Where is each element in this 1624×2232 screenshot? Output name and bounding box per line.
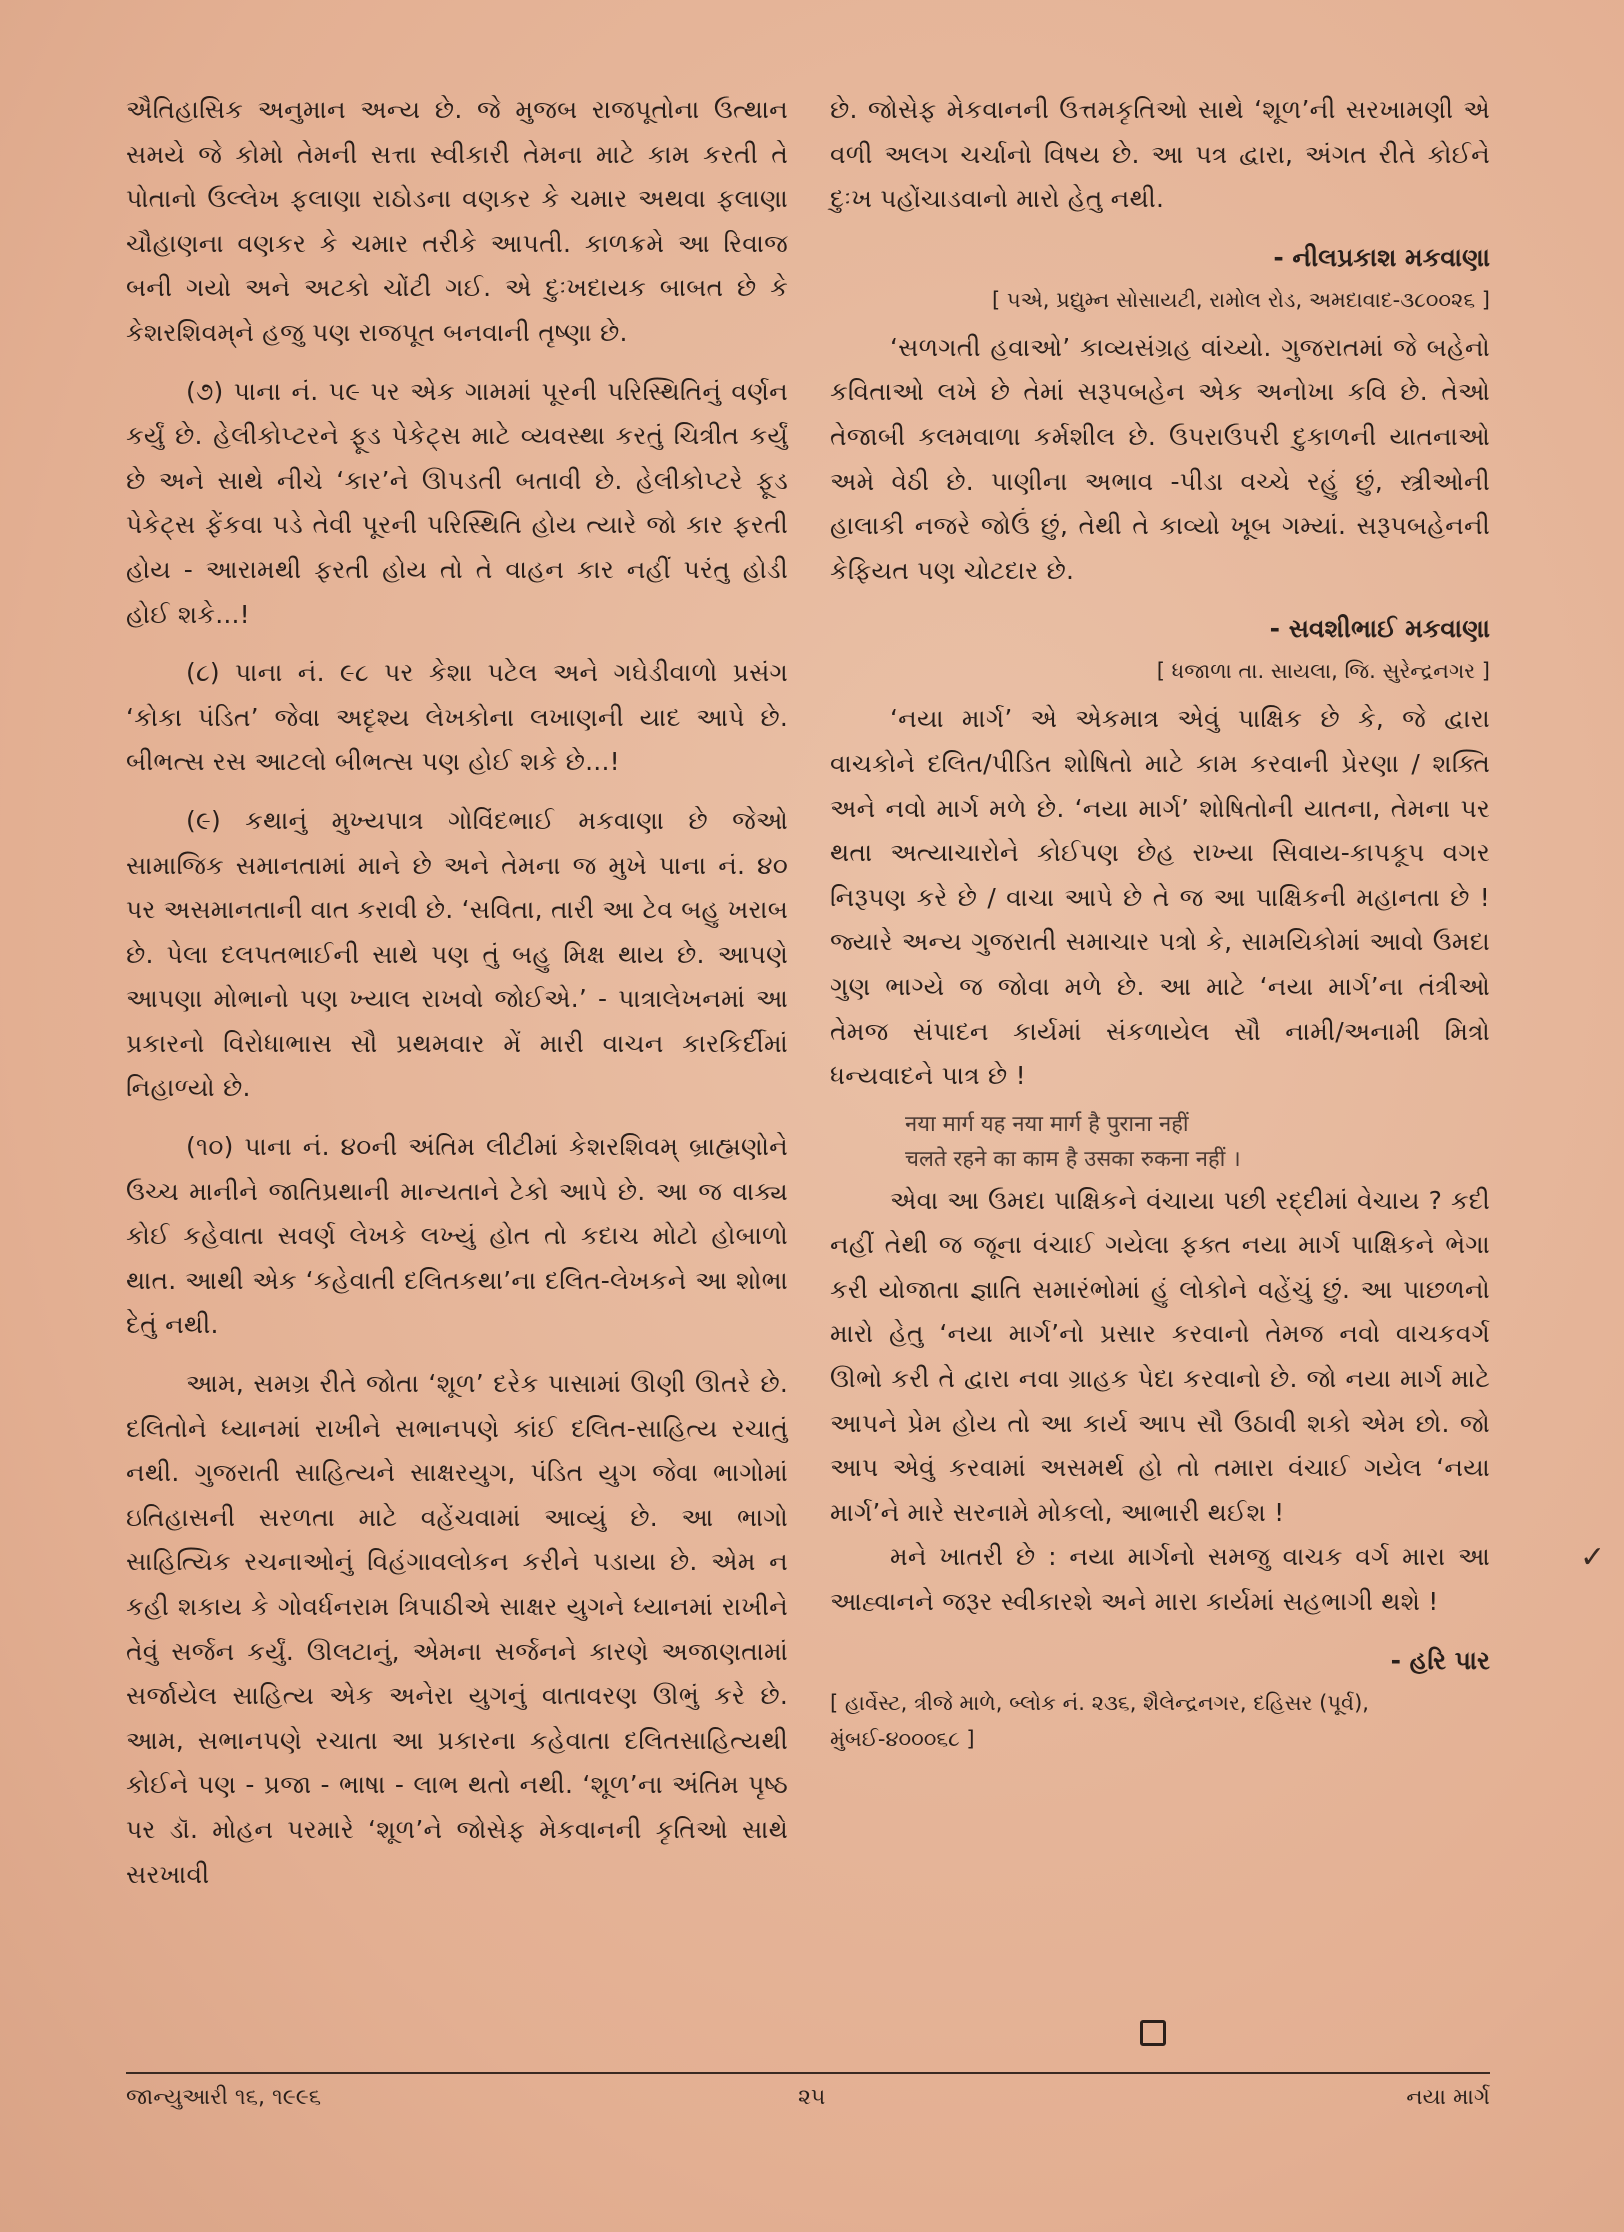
left-paragraph-5: (૧૦) પાના નં. ૪૦ની અંતિમ લીટીમાં કેશરશિવમ્‌ બ્રાહ્મણોને ઉચ્ચ માનીને જાતિપ્રથાની માન્યતાને ટેકો આપે છે. આ જ વાક્ય કોઈ કહેવાતા સવર્ણ લેખકે લખ્યું હોત તો કદાચ મોટો હોબાળો થાત. આથી એક ‘કહેવાતી દલિતકથા’ના દલિત-લેખકને આ શોભા દેતું નથી. xyxy=(126,1132,788,1340)
signature-haripar: - હરિ પાર xyxy=(1390,1645,1490,1675)
signature-savshibhai: - સવશીભાઈ મકવાણા xyxy=(1269,614,1490,644)
signature-nilprakash: - નીલપ્રકાશ મકવાણા xyxy=(1273,242,1490,272)
footer-magazine-name: નયા માર્ગ xyxy=(1406,2085,1490,2110)
right-paragraph-5: મને ખાતરી છે : નયા માર્ગનો સમજુ વાચક વર્ગ મારા આ આહ્વાનને જરૂર સ્વીકારશે અને મારા કાર્યમાં સહભાગી થશે ! xyxy=(830,1542,1490,1617)
hindi-couplet xyxy=(830,1107,1490,1177)
right-paragraph-2: ‘સળગતી હવાઓ’ કાવ્યસંગ્રહ વાંચ્યો. ગુજરાતમાં જે બહેનો કવિતાઓ લખે છે તેમાં સરૂપબહેન એક અનોખા કવિ છે. તેઓ તેજાબી કલમવાળા કર્મશીલ છે. ઉપરાઉપરી દુકાળની યાતનાઓ અમે વેઠી છે. પાણીના અભાવ -પીડા વચ્ચે રહું છું, સ્ત્રીઓની હાલાકી નજરે જોઉં છું, તેથી તે કાવ્યો ખૂબ ગમ્યાં. સરૂપબહેનની કેફિયત પણ ચોટદાર છે. xyxy=(830,332,1490,585)
left-paragraph-1: ઐતિહાસિક અનુમાન અન્ય છે. જે મુજબ રાજપૂતોના ઉત્થાન સમયે જે કોમો તેમની સત્તા સ્વીકારી તેમના માટે કામ કરતી તે પોતાનો ઉલ્લેખ ફલાણા રાઠોડના વણકર કે ચમાર અથવા ફલાણા ચૌહાણના વણકર કે ચમાર તરીકે આપતી. કાળક્રમે આ રિવાજ બની ગયો અને અટકો ચોંટી ગઈ. એ દુઃખદાયક બાબત છે કે કેશરશિવમ્‌ને હજુ પણ રાજપૂત બનવાની તૃષ્ણા છે. xyxy=(126,95,788,347)
couplet-line-2: चलते रहने का काम है उसका रुकना नहीं । xyxy=(905,1146,1241,1172)
right-paragraph-4: એવા આ ઉમદા પાક્ષિકને વંચાયા પછી રદ્દીમાં વેચાય ? કદી નહીં તેથી જ જૂના વંચાઈ ગયેલા ફક્ત નયા માર્ગ પાક્ષિકને ભેગા કરી યોજાતા જ્ઞાતિ સમારંભોમાં હું લોકોને વહેંચું છું. આ પાછળનો મારો હેતુ ‘નયા માર્ગ’નો પ્રસાર કરવાનો તેમજ નવો વાચકવર્ગ ઊભો કરી તે દ્વારા નવા ગ્રાહક પેદા કરવાનો છે. જો નયા માર્ગ માટે આપને પ્રેમ હોય તો આ કાર્ય આપ સૌ ઉઠાવી શકો એમ છો. જો આપ એવું કરવામાં અસમર્થ હો તો તમારા વંચાઈ ગયેલ ‘નયા માર્ગ’ને મારે સરનામે મોકલો, આભારી થઈશ ! xyxy=(830,1185,1490,1527)
left-paragraph-2: (૭) પાના નં. ૫૯ પર એક ગામમાં પૂરની પરિસ્થિતિનું વર્ણન કર્યું છે. હેલીકોપ્ટરને ફૂડ પેકેટ્સ માટે વ્યવસ્થા કરતું ચિત્રીત કર્યું છે અને સાથે નીચે ‘કાર’ને ઊપડતી બતાવી છે. હેલીકોપ્ટરે ફૂડ પેકેટ્સ ફેંકવા પડે તેવી પૂરની પરિસ્થિતિ હોય ત્યારે જો કાર ફરતી હોય - આરામથી ફરતી હોય તો તે વાહન કાર નહીં પરંતુ હોડી હોઈ શકે...! xyxy=(126,376,788,629)
pencil-check-mark-icon: ✓ xyxy=(1580,1540,1606,1575)
left-paragraph-4: (૯) કથાનું મુખ્યપાત્ર ગોવિંદભાઈ મકવાણા છે જેઓ સામાજિક સમાનતામાં માને છે અને તેમના જ મુખે પાના નં. ૪૦ પર અસમાનતાની વાત કરાવી છે. ‘સવિતા, તારી આ ટેવ બહુ ખરાબ છે. પેલા દલપતભાઈની સાથે પણ તું બહુ મિક્ષ થાય છે. આપણે આપણા મોભાનો પણ ખ્યાલ રાખવો જોઈએ.’ - પાત્રાલેખનમાં આ પ્રકારનો વિરોધાભાસ સૌ પ્રથમવાર મેં મારી વાચન કારકિર્દીમાં નિહાળ્યો છે. xyxy=(126,805,788,1103)
footer-page-number: ૨૫ xyxy=(798,2085,826,2110)
address-nilprakash: [ ૫એ, પ્રદ્યુમ્ન સોસાયટી, રામોલ રોડ, અમદાવાદ-૩૮૦૦૨૬ ] xyxy=(991,287,1490,312)
address-savshibhai: [ ધજાળા તા. સાયલા, જિ. સુરેન્દ્રનગર ] xyxy=(1156,659,1490,684)
left-paragraph-3: (૮) પાના નં. ૯૮ પર કેશા પટેલ અને ગઘેડીવાળો પ્રસંગ ‘કોકા પંડિત’ જેવા અદૃશ્ય લેખકોના લખાણની યાદ આપે છે. બીભત્સ રસ આટલો બીભત્સ પણ હોઈ શકે છે...! xyxy=(126,658,788,777)
left-paragraph-6: આમ, સમગ્ર રીતે જોતા ‘શૂળ’ દરેક પાસામાં ઊણી ઊતરે છે. દલિતોને ધ્યાનમાં રાખીને સભાનપણે કાંઈ દલિત-સાહિત્ય રચાતું નથી. ગુજરાતી સાહિત્યને સાક્ષરયુગ, પંડિત યુગ જેવા ભાગોમાં ઇતિહાસની સરળતા માટે વહેંચવામાં આવ્યું છે. આ ભાગો સાહિત્યિક રચનાઓનું વિહંગાવલોકન કરીને પડાયા છે. એમ ન કહી શકાય કે ગોવર્ધનરામ ત્રિપાઠીએ સાક્ષર યુગને ધ્યાનમાં રાખીને તેવું સર્જન કર્યું. ઊલટાનું, એમના સર્જનને કારણે અજાણતામાં સર્જાયેલ સાહિત્ય એક અનેરા યુગનું વાતાવરણ ઊભું કરે છે. આમ, સભાનપણે રચાતા આ પ્રકારના કહેવાતા દલિતસાહિત્યથી કોઈને પણ - પ્રજા - ભાષા - લાભ થતો નથી. ‘શૂળ’ના અંતિમ પૃષ્ઠ પર ડૉ. મોહન પરમારે ‘શૂળ’ને જોસેફ મેકવાનની કૃતિઓ સાથે સરખાવી xyxy=(126,1369,788,1889)
address-haripar: [ હાર્વેસ્ટ, ત્રીજે માળે, બ્લોક નં. ૨૩૬, શૈલેન્દ્રનગર, દહિસર (પૂર્વ), મુંબઈ-૪૦૦૦૬૮ ] xyxy=(830,1690,1369,1751)
end-of-article-box-icon xyxy=(1140,2020,1166,2046)
page-footer xyxy=(126,2072,1490,2124)
right-paragraph-3: ‘નયા માર્ગ’ એ એકમાત્ર એવું પાક્ષિક છે કે, જે દ્વારા વાચકોને દલિત/પીડિત શોષિતો માટે કામ કરવાની પ્રેરણા / શક્તિ અને નવો માર્ગ મળે છે. ‘નયા માર્ગ’ શોષિતોની યાતના, તેમના પર થતા અત્યાચારોને કોઈપણ છેહ રાખ્યા સિવાય-કાપકૂપ વગર નિરૂપણ કરે છે / વાચા આપે છે તે જ આ પાક્ષિકની મહાનતા છે ! જ્યારે અન્ય ગુજરાતી સમાચાર પત્રો કે, સામયિકોમાં આવો ઉમદા ગુણ ભાગ્યે જ જોવા મળે છે. આ માટે ‘નયા માર્ગ’ના તંત્રીઓ તેમજ સંપાદન કાર્યમાં સંકળાયેલ સૌ નામી/અનામી મિત્રો ધન્યવાદને પાત્ર છે ! xyxy=(830,704,1490,1091)
right-paragraph-1: છે. જોસેફ મેકવાનની ઉત્તમકૃતિઓ સાથે ‘શૂળ’ની સરખામણી એ વળી અલગ ચર્ચાનો વિષય છે. આ પત્ર દ્વારા, અંગત રીતે કોઈને દુઃખ પહોંચાડવાનો મારો હેતુ નથી. xyxy=(830,95,1490,214)
left-column xyxy=(126,88,788,1911)
footer-date: જાન્યુઆરી ૧૬, ૧૯૯૬ xyxy=(126,2085,322,2110)
couplet-line-1: नया मार्ग यह नया मार्ग है पुराना नहीं xyxy=(905,1111,1189,1137)
right-column xyxy=(830,88,1490,1765)
